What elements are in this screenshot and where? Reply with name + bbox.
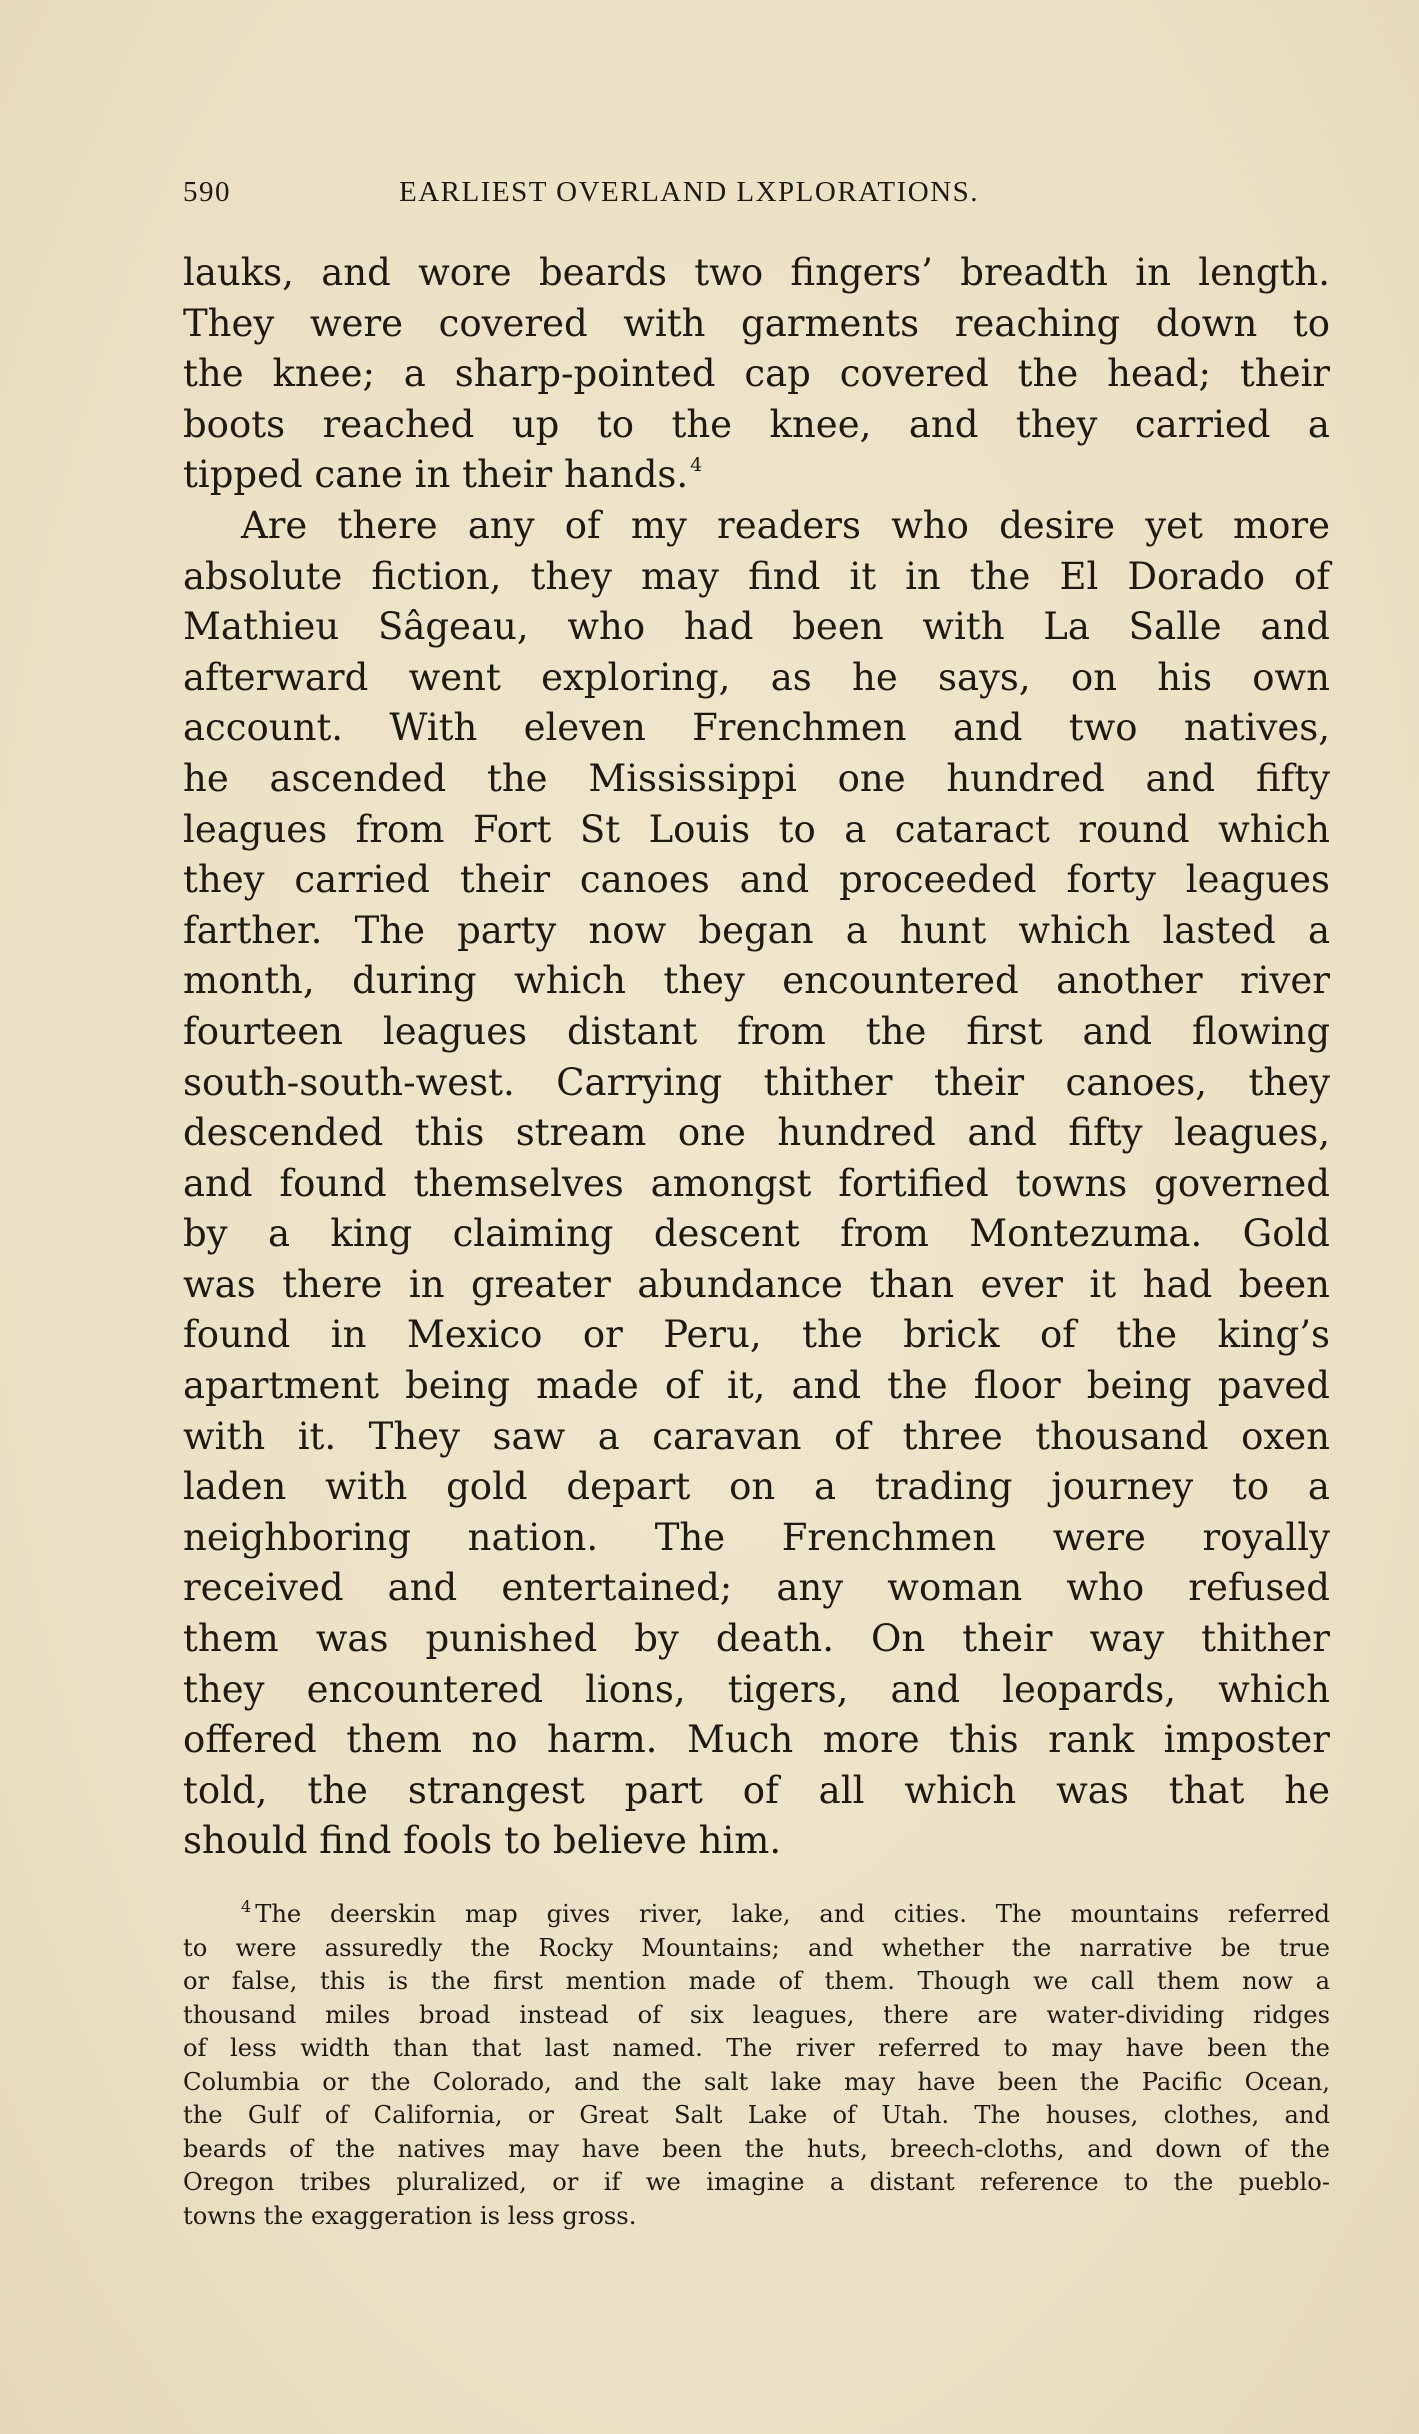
text-line: boots reached up to the knee, and they carried a bbox=[183, 402, 1330, 446]
footnote-line: Oregon tribes pluralized, or if we imagine a distant reference to the pueblo- bbox=[183, 2168, 1330, 2196]
text-line: should find fools to believe him. bbox=[183, 1819, 782, 1863]
text-line bbox=[183, 450, 1330, 501]
page-number: 590 bbox=[183, 176, 231, 208]
footnote-line: to were assuredly the Rocky Mountains; and whether the narrative be true bbox=[183, 1933, 1330, 1962]
text-line: found in Mexico or Peru, the brick of the king’s bbox=[183, 1313, 1330, 1357]
text-line: the knee; a sharp-pointed cap covered the head; their bbox=[183, 352, 1330, 396]
text-line: them was punished by death. On their way thither bbox=[183, 1617, 1330, 1661]
text-line: he ascended the Mississippi one hundred and fifty bbox=[183, 756, 1330, 800]
running-head-title: EARLIEST OVERLAND LXPLORATIONS. bbox=[399, 176, 980, 208]
text-line: was there in greater abundance than ever it had been bbox=[183, 1262, 1330, 1306]
text-line: descended this stream one hundred and fifty leagues, bbox=[183, 1111, 1330, 1155]
text-line: and found themselves amongst fortified towns governed bbox=[183, 1161, 1330, 1205]
paragraph-2 bbox=[183, 501, 1330, 1867]
text-line: south-south-west. Carrying thither their canoes, they bbox=[183, 1060, 1330, 1104]
text-line: Are there any of my readers who desire yet more bbox=[241, 503, 1330, 547]
text-line: afterward went exploring, as he says, on his own bbox=[183, 655, 1330, 699]
text-line-content: tipped cane in their hands. bbox=[183, 453, 689, 497]
text-line: by a king claiming descent from Montezuma. Gold bbox=[183, 1212, 1330, 1256]
text-line: neighboring nation. The Frenchmen were royally bbox=[183, 1515, 1330, 1559]
footnote-line: or false, this is the first mention made of them. Though we call them now a bbox=[183, 1967, 1330, 1995]
footnote bbox=[183, 1898, 1330, 2233]
footnote-line bbox=[183, 1898, 1330, 1932]
text-line: told, the strangest part of all which was that he bbox=[183, 1768, 1330, 1812]
text-line: Mathieu Sâgeau, who had been with La Salle and bbox=[183, 605, 1330, 649]
footnote-reference: 4 bbox=[690, 454, 703, 477]
text-line: fourteen leagues distant from the first and flowing bbox=[183, 1009, 1330, 1053]
text-line: offered them no harm. Much more this rank imposter bbox=[183, 1718, 1330, 1762]
text-line: with it. They saw a caravan of three thousand oxen bbox=[183, 1414, 1330, 1458]
text-line: account. With eleven Frenchmen and two natives, bbox=[183, 706, 1330, 750]
paragraph-1 bbox=[183, 248, 1330, 501]
text-line: leagues from Fort St Louis to a cataract round which bbox=[183, 807, 1330, 851]
footnote-line: Columbia or the Colorado, and the salt lake may have been the Pacific Ocean, bbox=[183, 2067, 1330, 2096]
footnote-line: thousand miles broad instead of six leagues, there are water-dividing ridges bbox=[183, 2000, 1330, 2029]
text-line: They were covered with garments reaching down to bbox=[183, 301, 1330, 345]
text-line: they carried their canoes and proceeded forty leagues bbox=[183, 858, 1330, 902]
footnote-line: the Gulf of California, or Great Salt Lake of Utah. The houses, clothes, and bbox=[183, 2101, 1330, 2129]
text-line: they encountered lions, tigers, and leopards, which bbox=[183, 1667, 1330, 1711]
text-line: received and entertained; any woman who refused bbox=[183, 1566, 1330, 1610]
footnote-line: beards of the natives may have been the huts, breech-cloths, and down of the bbox=[183, 2134, 1330, 2163]
text-line: laden with gold depart on a trading journey to a bbox=[183, 1465, 1330, 1509]
running-head bbox=[183, 176, 1293, 220]
text-line: farther. The party now began a hunt which lasted a bbox=[183, 908, 1330, 952]
footnote-line-content: The deerskin map gives river, lake, and cities. The mountains referred bbox=[255, 1900, 1330, 1928]
footnote-line: towns the exaggeration is less gross. bbox=[183, 2201, 637, 2230]
text-line: absolute fiction, they may find it in the El Dorado of bbox=[183, 554, 1330, 598]
text-line: apartment being made of it, and the floor being paved bbox=[183, 1364, 1330, 1408]
text-line: month, during which they encountered another river bbox=[183, 959, 1330, 1003]
body-text bbox=[183, 248, 1330, 1867]
text-line: lauks, and wore beards two fingers’ breadth in length. bbox=[183, 251, 1330, 294]
footnote-marker: 4 bbox=[241, 1897, 252, 1916]
footnote-line: of less width than that last named. The river referred to may have been the bbox=[183, 2034, 1330, 2062]
